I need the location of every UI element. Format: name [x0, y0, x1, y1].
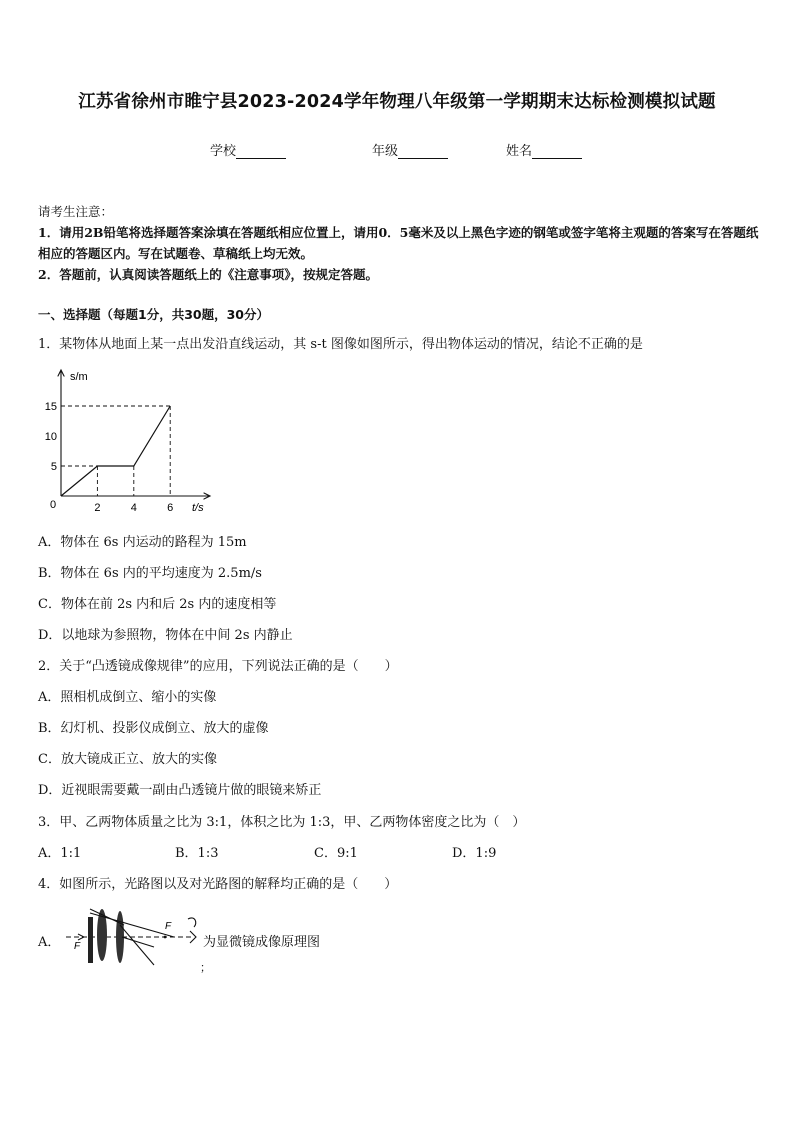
school-field — [210, 140, 286, 159]
focus-point — [164, 936, 167, 939]
q1-stem: 1．某物体从地面上某一点出发沿直线运动，其 s-t 图像如图所示，得出物体运动的情况，结论不正确的是 — [38, 337, 643, 352]
exam-title: 江苏省徐州市睢宁县2023-2024学年物理八年级第一学期期末达标检测模拟试题 — [78, 92, 716, 112]
grade-blank[interactable] — [398, 144, 448, 159]
q4-option-a-text: 为显微镜成像原理图 — [203, 935, 321, 950]
name-label: 姓名 — [506, 144, 533, 159]
origin-label: 0 — [49, 499, 57, 511]
y-tick-label-5: 5 — [50, 461, 57, 473]
section-heading: 一、选择题（每题1分，共30题，30分） — [38, 307, 269, 322]
notice-block — [38, 201, 760, 285]
q1-option-b[interactable]: B．物体在 6s 内的平均速度为 2.5m/s — [38, 566, 262, 581]
q3-stem: 3．甲、乙两物体质量之比为 3:1，体积之比为 1:3，甲、乙两物体密度之比为（ ） — [38, 815, 526, 830]
q2-stem: 2．关于“凸透镜成像规律”的应用，下列说法正确的是（ ） — [38, 659, 398, 674]
school-label: 学校 — [210, 144, 237, 159]
x-axis-label: t/s — [192, 502, 204, 514]
y-tick-label-10: 10 — [44, 431, 57, 443]
q4-option-a-tail: ； — [200, 961, 211, 974]
y-tick-label-15: 15 — [44, 401, 57, 413]
q3-option-b[interactable]: B．1:3 — [175, 846, 219, 861]
eye-icon — [188, 918, 196, 943]
x-tick-label-4: 4 — [130, 502, 137, 514]
focus-label-left: F — [74, 941, 81, 952]
microscope-ray-diagram — [64, 903, 204, 969]
st-series-line — [61, 406, 170, 496]
st-graph — [40, 362, 225, 522]
q1-option-a[interactable]: A．物体在 6s 内运动的路程为 15m — [38, 535, 247, 550]
q1-option-c[interactable]: C．物体在前 2s 内和后 2s 内的速度相等 — [38, 597, 277, 612]
q2-option-b[interactable]: B．幻灯机、投影仪成倒立、放大的虚像 — [38, 721, 269, 736]
notice-item-2: 2．答题前，认真阅读答题纸上的《注意事项》，按规定答题。 — [38, 267, 378, 282]
object-bar — [88, 917, 93, 963]
q3-option-d[interactable]: D．1:9 — [452, 846, 497, 861]
grade-field — [372, 140, 448, 159]
grade-label: 年级 — [372, 144, 399, 159]
q3-option-c[interactable]: C．9:1 — [314, 846, 358, 861]
y-axis-label: s/m — [70, 371, 88, 383]
x-tick-label-2: 2 — [94, 502, 101, 514]
name-field — [506, 140, 582, 159]
q4-option-a-letter[interactable]: A． — [38, 935, 61, 950]
name-blank[interactable] — [532, 144, 582, 159]
school-blank[interactable] — [236, 144, 286, 159]
q1-option-d[interactable]: D．以地球为参照物，物体在中间 2s 内静止 — [38, 628, 293, 643]
q2-option-d[interactable]: D．近视眼需要戴一副由凸透镜片做的眼镜来矫正 — [38, 783, 322, 798]
q2-option-a[interactable]: A．照相机成倒立、缩小的实像 — [38, 690, 217, 705]
x-tick-label-6: 6 — [167, 502, 174, 514]
notice-item-1: 1．请用2B铅笔将选择题答案涂填在答题纸相应位置上，请用0．5毫米及以上黑色字迹的钢笔或签字笔将主观题的答案写在答题纸相应的答题区内。写在试题卷、草稿纸上均无效。 — [38, 225, 759, 261]
q2-option-c[interactable]: C．放大镜成正立、放大的实像 — [38, 752, 217, 767]
q4-stem: 4．如图所示，光路图以及对光路图的解释均正确的是（ ） — [38, 877, 398, 892]
q3-option-a[interactable]: A．1:1 — [38, 846, 82, 861]
focus-label-right: F — [165, 921, 172, 932]
notice-heading: 请考生注意： — [38, 204, 114, 219]
